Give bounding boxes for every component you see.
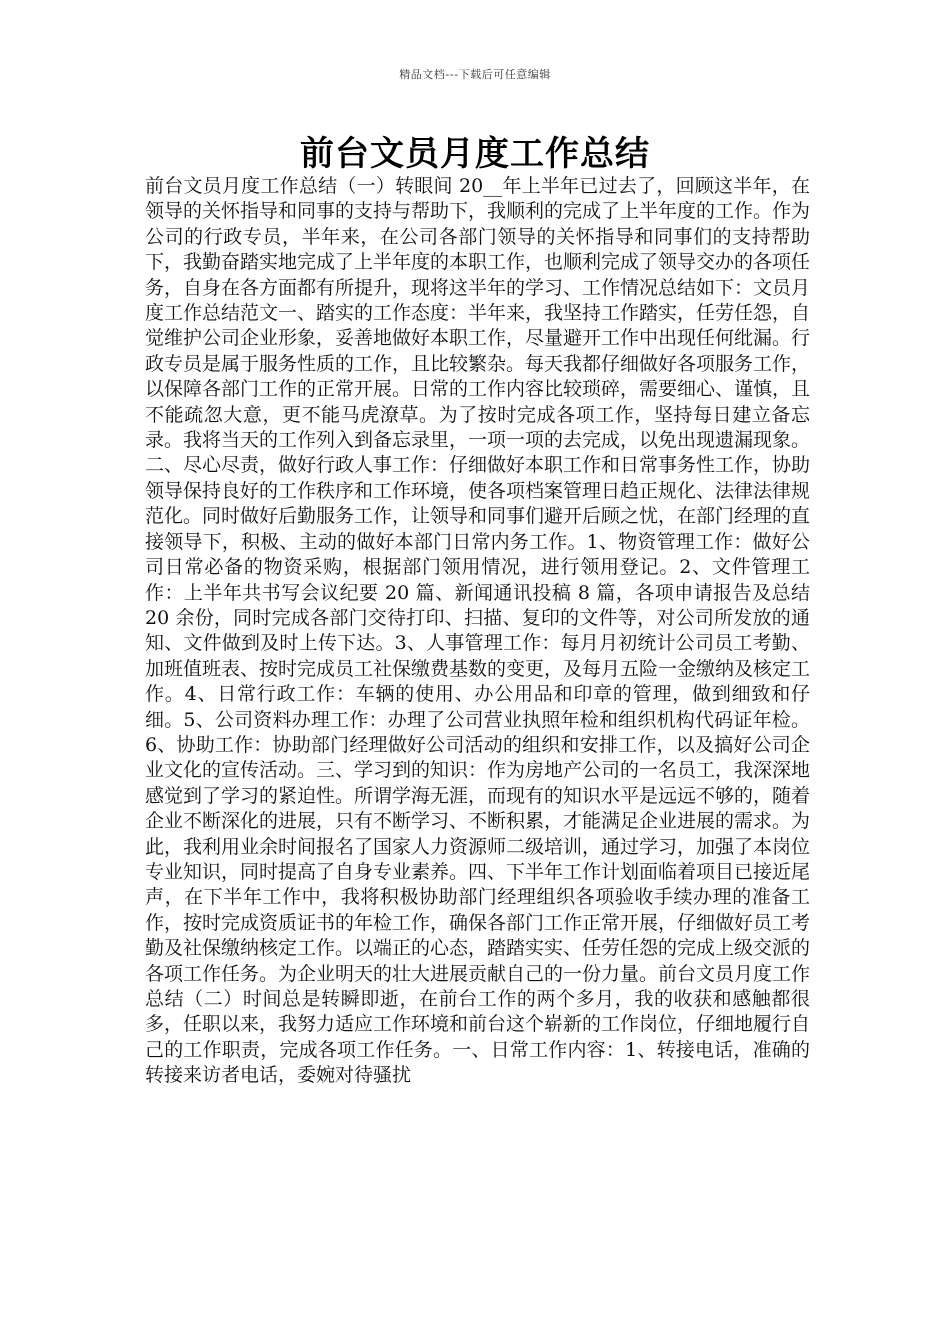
document-title: 前台文员月度工作总结 bbox=[300, 134, 650, 174]
header-note: 精品文档---下载后可任意编辑 bbox=[399, 68, 551, 81]
document-body: 前台文员月度工作总结（一）转眼间 20__年上半年已过去了，回顾这半年，在领导的关怀指导和同事的支持与帮助下，我顺利的完成了上半年度的工作。作为公司的行政专员，半年来，在公司各部门领导的关怀指导和同事们的支持帮助下，我勤奋踏实地完成了上半年度的本职工作，也顺利完成了领导交办的各项任务，自身在各方面都有所提升，现将这半年的学习、工作情况总结如下：文员月度工作总结范文一、踏实的工作态度：半年来，我坚持工作踏实，任劳任怨，自觉维护公司企业形象，妥善地做好本职工作，尽量避开工作中出现任何纰漏。行政专员是属于服务性质的工作，且比较繁杂。每天我都仔细做好各项服务工作，以保障各部门工作的正常开展。日常的工作内容比较琐碎，需要细心、谨慎，且不能疏忽大意，更不能马虎潦草。为了按时完成各项工作，坚持每日建立备忘录。我将当天的工作列入到备忘录里，一项一项的去完成，以免出现遗漏现象。二、尽心尽责，做好行政人事工作：仔细做好本职工作和日常事务性工作，协助领导保持良好的工作秩序和工作环境，使各项档案管理日趋正规化、法律法律规范化。同时做好后勤服务工作，让领导和同事们避开后顾之忧，在部门经理的直接领导下，积极、主动的做好本部门日常内务工作。1、物资管理工作：做好公司日常必备的物资采购，根据部门领用情况，进行领用登记。2、文件管理工作：上半年共书写会议纪要 20 篇、新闻通讯投稿 8 篇，各项申请报告及总结 20 余份，同时完成各部门交待打印、扫描、复印的文件等，对公司所发放的通知、文件做到及时上传下达。3、人事管理工作：每月月初统计公司员工考勤、加班值班表、按时完成员工社保缴费基数的变更，及每月五险一金缴纳及核定工作。4、日常行政工作：车辆的使用、办公用品和印章的管理，做到细致和仔细。5、公司资料办理工作：办理了公司营业执照年检和组织机构代码证年检。6、协助工作：协助部门经理做好公司活动的组织和安排工作，以及搞好公司企业文化的宣传活动。三、学习到的知识：作为房地产公司的一名员工，我深深地感觉到了学习的紧迫性。所谓学海无涯，而现有的知识水平是远远不够的，随着企业不断深化的进展，只有不断学习、不断积累，才能满足企业进展的需求。为此，我利用业余时间报名了国家人力资源师二级培训，通过学习，加强了本岗位专业知识，同时提高了自身专业素养。四、下半年工作计划面临着项目已接近尾声，在下半年工作中，我将积极协助部门经理组织各项验收手续办理的准备工作，按时完成资质证书的年检工作，确保各部门工作正常开展，仔细做好员工考勤及社保缴纳核定工作。以端正的心态，踏踏实实、任劳任怨的完成上级交派的各项工作任务。为企业明天的壮大进展贡献自己的一份力量。前台文员月度工作总结（二）时间总是转瞬即逝，在前台工作的两个多月，我的收获和感触都很多，任职以来，我努力适应工作环境和前台这个崭新的工作岗位，仔细地履行自己的工作职责，完成各项工作任务。一、日常工作内容：1、转接电话，准确的转接来访者电话，委婉对待骚扰 bbox=[145, 175, 811, 1087]
